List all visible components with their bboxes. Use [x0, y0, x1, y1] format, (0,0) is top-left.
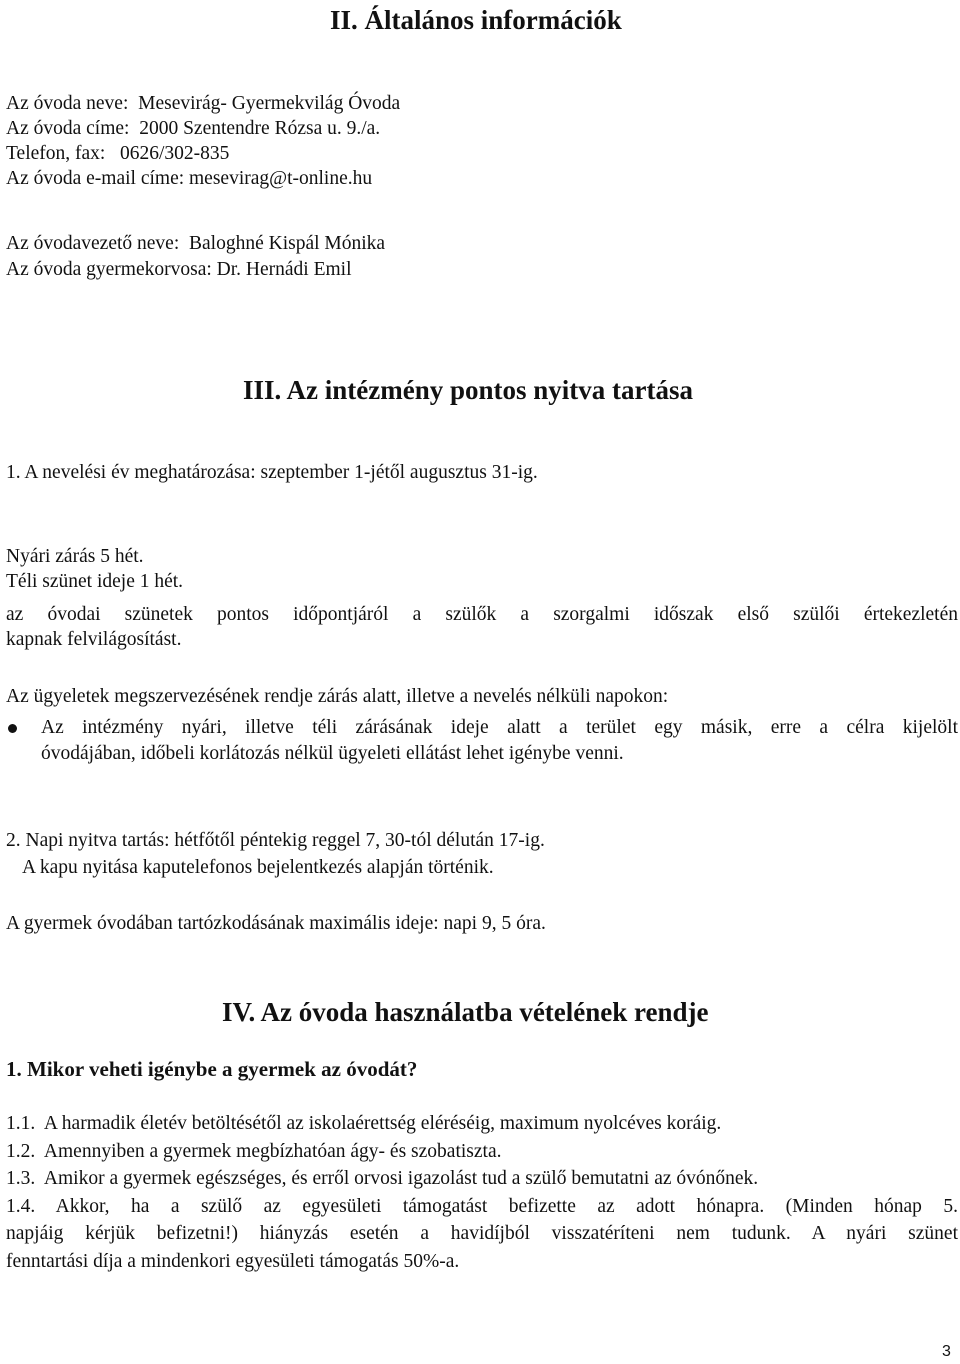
duty-intro: Az ügyeletek megszervezésének rendje zárás alatt, illetve a nevelés nélküli napokon: — [6, 686, 669, 707]
kindergarten-email: Az óvoda e-mail címe: mesevirag@t-online.hu — [6, 168, 373, 189]
max-stay: A gyermek óvodában tartózkodásának maximális ideje: napi 9, 5 óra. — [6, 913, 546, 934]
kindergarten-pediatrician: Az óvoda gyermekorvosa: Dr. Hernádi Emil — [6, 259, 352, 280]
item-1-3: 1.3. Amikor a gyermek egészséges, és erről orvosi igazolást tud a szülő bemutatni az óvónőnek. — [6, 1168, 759, 1189]
item-1-1: 1.1. A harmadik életév betöltésétől az iskolaérettség eléréséig, maximum nyolcéves koráig. — [6, 1113, 722, 1134]
page-number: 3 — [942, 1343, 951, 1360]
section-3-heading: III. Az intézmény pontos nyitva tartása — [243, 375, 693, 405]
duty-bullet-line-1: Az intézmény nyári, illetve téli zárásának ideje alatt a terület egy másik, erre a célra kijelölt — [41, 717, 958, 738]
item-1-4-line-2: napjáig kérjük befizetni!) hiányzás esetén a havidíjból visszatéríteni nem tudunk. A nyári szünet — [6, 1223, 958, 1244]
item-1-school-year: 1. A nevelési év meghatározása: szeptember 1-jétől augusztus 31-ig. — [6, 462, 538, 483]
bullet-icon — [8, 724, 17, 733]
item-1-4-line-3: fenntartási díja a mindenkori egyesületi támogatás 50%-a. — [6, 1251, 460, 1272]
kindergarten-name: Az óvoda neve: Mesevirág- Gyermekvilág Óvoda — [6, 93, 401, 114]
item-1-4-line-1: 1.4. Akkor, ha a szülő az egyesületi támogatást befizette az adott hónapra. (Minden hónap 5. — [6, 1196, 958, 1217]
section-4-subheading: 1. Mikor veheti igénybe a gyermek az óvodát? — [6, 1057, 418, 1081]
item-2-opening-hours: 2. Napi nyitva tartás: hétfőtől péntekig reggel 7, 30-tól délután 17-ig. — [6, 830, 545, 851]
section-2-heading: II. Általános információk — [330, 5, 622, 35]
duty-bullet-line-2: óvodájában, időbeli korlátozás nélkül ügyeleti ellátást lehet igénybe venni. — [41, 743, 624, 764]
item-1-2: 1.2. Amennyiben a gyermek megbízhatóan ágy- és szobatiszta. — [6, 1141, 502, 1162]
kindergarten-phone: Telefon, fax: 0626/302-835 — [6, 143, 230, 164]
kindergarten-director: Az óvodavezető neve: Baloghné Kispál Mónika — [6, 233, 386, 254]
duty-bullet — [41, 716, 958, 766]
summer-closure: Nyári zárás 5 hét. — [6, 546, 144, 567]
breaks-info-line-2: kapnak felvilágosítást. — [6, 629, 182, 650]
gate-opening: A kapu nyitása kaputelefonos bejelentkezés alapján történik. — [22, 857, 494, 878]
breaks-info-line-1: az óvodai szünetek pontos időpontjáról a szülők a szorgalmi időszak első szülői értekezletén — [6, 604, 958, 625]
section-4-heading: IV. Az óvoda használatba vételének rendje — [222, 997, 709, 1027]
winter-break: Téli szünet ideje 1 hét. — [6, 571, 184, 592]
kindergarten-address: Az óvoda címe: 2000 Szentendre Rózsa u. 9./a. — [6, 118, 381, 139]
